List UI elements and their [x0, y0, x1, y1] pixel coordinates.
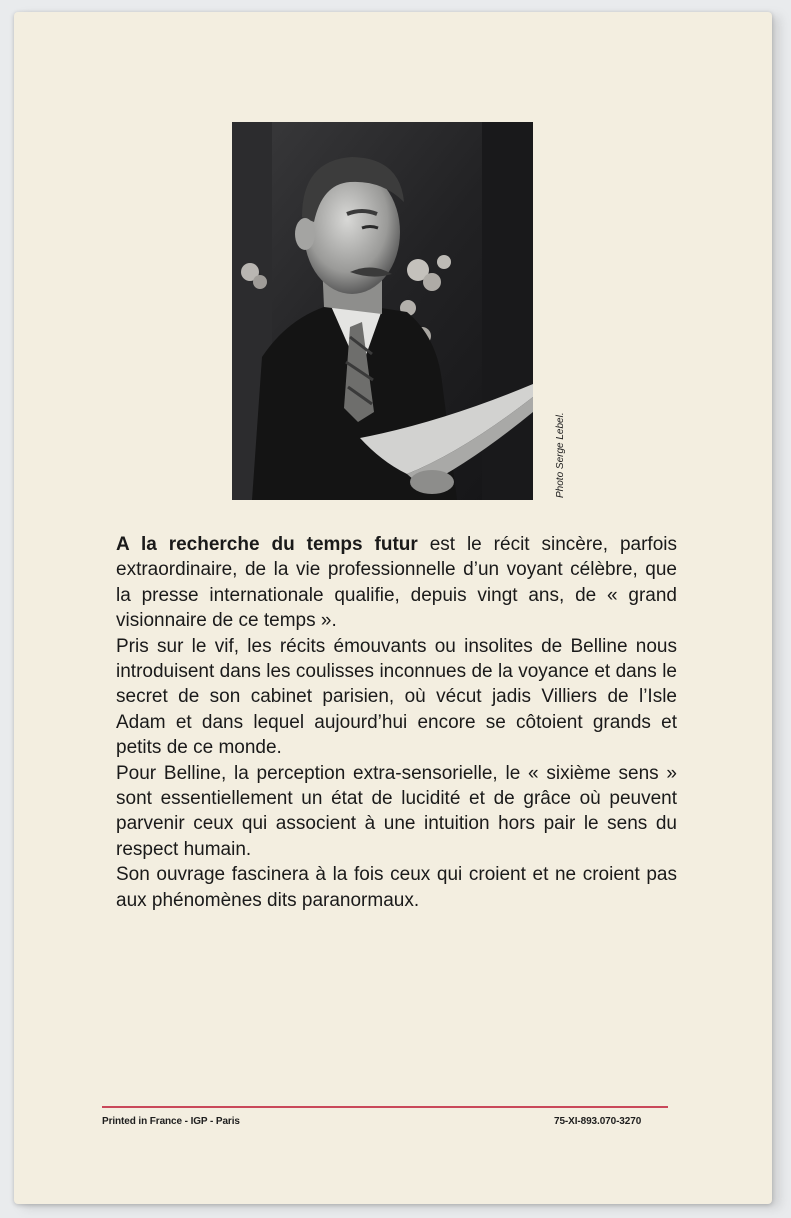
blurb-paragraph-2: Pris sur le vif, les récits émouvants ou insolites de Belline nous introduisent dans les coulisses inconnues de la voyance et dans le secret de son cabinet parisien, où vécut jadis Villiers de l’Isle Adam et dans lequel aujourd’hui encore se côtoient grands et petits de ce monde.: [116, 635, 677, 759]
blurb-paragraph-4: Son ouvrage fascinera à la fois ceux qui croient et ne croient pas aux phénomènes dits paranormaux.: [116, 864, 677, 911]
catalog-code: 75-XI-893.070-3270: [554, 1116, 642, 1127]
blurb-paragraph-1: [116, 532, 677, 634]
photo-credit: Photo Serge Lebel.: [555, 412, 566, 498]
blurb-paragraph-3: Pour Belline, la perception extra-sensorielle, le « sixième sens » sont essentiellement un état de lucidité et de grâce où peuvent parvenir ceux qui associent à une intuition hors pair le sens du respect humain.: [116, 762, 677, 860]
book-title: A la recherche du temps futur: [116, 534, 418, 555]
blurb-paragraph-1-text: est le récit sincère, parfois extraordinaire, de la vie professionnelle d’un voyant célèbre, que la presse internationale qualifie, depuis vingt ans, de « grand visionnaire de ce temps ».: [116, 534, 677, 632]
author-photo-image: [232, 122, 533, 500]
footer-divider: [102, 1106, 668, 1108]
printer-imprint: Printed in France - IGP - Paris: [102, 1116, 240, 1127]
book-back-cover: [14, 12, 772, 1204]
author-photo: [232, 122, 533, 500]
blurb-text: [116, 532, 677, 913]
